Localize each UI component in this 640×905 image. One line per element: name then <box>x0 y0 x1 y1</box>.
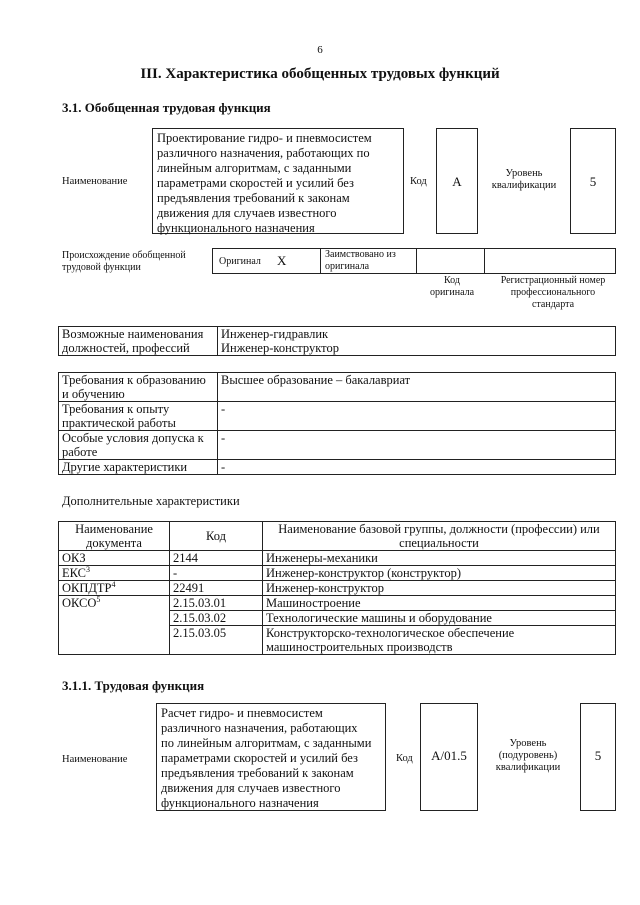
additional-header-cell: Наименование базовой группы, должности (профессии) или специальности <box>263 522 616 551</box>
tf-code-value: A/01.5 <box>431 748 467 763</box>
additional-doc-cell <box>59 626 170 655</box>
additional-table <box>58 521 616 655</box>
additional-header-cell: Наименование документа <box>59 522 170 551</box>
additional-row <box>59 581 616 596</box>
doc-name: ОКЗ <box>62 551 86 565</box>
requirement-label: Требования к образованию и обучению <box>59 373 218 402</box>
gtf-name-box <box>152 128 404 234</box>
requirement-row <box>59 431 616 460</box>
additional-header-row <box>59 522 616 551</box>
requirement-row <box>59 402 616 431</box>
gtf-code-box <box>436 128 478 234</box>
position-value: Инженер-конструктор <box>221 341 339 355</box>
original-label: Оригинал <box>219 256 261 267</box>
tf-level-value: 5 <box>594 748 602 763</box>
gtf-name-label: Наименование <box>62 176 128 187</box>
gtf-code-label: Код <box>410 176 427 187</box>
additional-name-cell: Инженер-конструктор (конструктор) <box>263 566 616 581</box>
tf-name-line: по линейным алгоритмам, с заданными <box>161 736 372 750</box>
gtf-name-line: линейным алгоритмам, с заданными <box>157 161 352 175</box>
additional-heading: Дополнительные характеристики <box>62 494 240 508</box>
tf-name-line: различного назначения, работающих <box>161 721 358 735</box>
additional-row <box>59 596 616 611</box>
additional-code-cell: 2144 <box>170 551 263 566</box>
origin-box <box>212 248 616 274</box>
doc-footnote: 5 <box>96 594 101 604</box>
gtf-name-line: функционального назначения <box>157 221 315 235</box>
additional-row <box>59 626 616 655</box>
additional-name-cell: Инженер-конструктор <box>263 581 616 596</box>
tf-level-label: Уровень (подуровень) квалификации <box>495 738 561 773</box>
gtf-level-box <box>570 128 616 234</box>
additional-code-cell: 2.15.03.02 <box>170 611 263 626</box>
additional-code-cell: - <box>170 566 263 581</box>
additional-row <box>59 551 616 566</box>
requirement-row <box>59 373 616 402</box>
additional-doc-cell <box>59 581 170 596</box>
tf-name-label: Наименование <box>62 754 128 765</box>
tf-name-line: функционального назначения <box>161 796 319 810</box>
tf-code-box <box>420 703 478 811</box>
additional-name-cell: Технологические машины и оборудование <box>263 611 616 626</box>
gtf-name-text <box>153 129 403 238</box>
additional-doc-cell <box>59 566 170 581</box>
reg-number-caption: Регистрационный номер профессионального стандарта <box>500 275 606 310</box>
gtf-code-value: A <box>452 174 462 189</box>
doc-name: ОКПДТР <box>62 581 112 595</box>
requirement-value: - <box>218 460 616 475</box>
page-number: 6 <box>317 44 323 56</box>
gtf-name-line: движения для случаев известного <box>157 206 337 220</box>
additional-name-cell: Конструкторско-технологическое обеспечение машиностроительных производств <box>263 626 616 655</box>
doc-name: ОКСО <box>62 596 97 610</box>
additional-doc-cell <box>59 611 170 626</box>
gtf-heading: 3.1. Обобщенная трудовая функция <box>62 100 271 115</box>
additional-name-cell: Машиностроение <box>263 596 616 611</box>
requirement-value: Высшее образование – бакалавриат <box>218 373 616 402</box>
doc-footnote: 4 <box>111 579 116 589</box>
additional-doc-cell <box>59 551 170 566</box>
additional-row <box>59 566 616 581</box>
borrowed-label: Заимствовано из оригинала <box>325 249 396 272</box>
tf-name-line: параметрами скоростей и усилий без <box>161 751 358 765</box>
tf-heading: 3.1.1. Трудовая функция <box>62 678 205 693</box>
tf-name-line: Расчет гидро- и пневмосистем <box>161 706 323 720</box>
additional-name-cell: Инженеры-механики <box>263 551 616 566</box>
positions-values <box>218 327 616 356</box>
gtf-name-line: предъявления требований к законам <box>157 191 350 205</box>
gtf-name-line: Проектирование гидро- и пневмосистем <box>157 131 372 145</box>
section-title: III. Характеристика обобщенных трудовых функций <box>140 66 500 82</box>
additional-row <box>59 611 616 626</box>
tf-level-box <box>580 703 616 811</box>
additional-code-cell: 2.15.03.01 <box>170 596 263 611</box>
tf-code-label: Код <box>396 753 413 764</box>
requirement-row <box>59 460 616 475</box>
tf-name-line: предъявления требований к законам <box>161 766 354 780</box>
requirement-label: Особые условия допуска к работе <box>59 431 218 460</box>
additional-header-cell: Код <box>170 522 263 551</box>
doc-name: ЕКС <box>62 566 86 580</box>
positions-label: Возможные наименования должностей, профессий <box>59 327 218 356</box>
additional-code-cell: 2.15.03.05 <box>170 626 263 655</box>
origin-label: Происхождение обобщенной трудовой функции <box>62 250 186 273</box>
requirement-label: Требования к опыту практической работы <box>59 402 218 431</box>
tf-name-box <box>156 703 386 811</box>
additional-code-cell: 22491 <box>170 581 263 596</box>
tf-name-line: движения для случаев известного <box>161 781 341 795</box>
tf-name-text <box>157 704 385 813</box>
positions-table <box>58 326 616 356</box>
position-value: Инженер-гидравлик <box>221 327 329 341</box>
origin-code-caption: Код оригинала <box>429 275 475 298</box>
requirement-value: - <box>218 402 616 431</box>
requirement-label: Другие характеристики <box>59 460 218 475</box>
gtf-level-value: 5 <box>589 174 597 189</box>
requirement-value: - <box>218 431 616 460</box>
additional-doc-cell <box>59 596 170 611</box>
gtf-name-line: параметрами скоростей и усилий без <box>157 176 354 190</box>
requirements-table <box>58 372 616 475</box>
gtf-level-label: Уровень квалификации <box>491 168 557 191</box>
doc-footnote: 3 <box>86 564 90 574</box>
gtf-name-line: различного назначения, работающих по <box>157 146 370 160</box>
original-mark: X <box>277 253 287 268</box>
